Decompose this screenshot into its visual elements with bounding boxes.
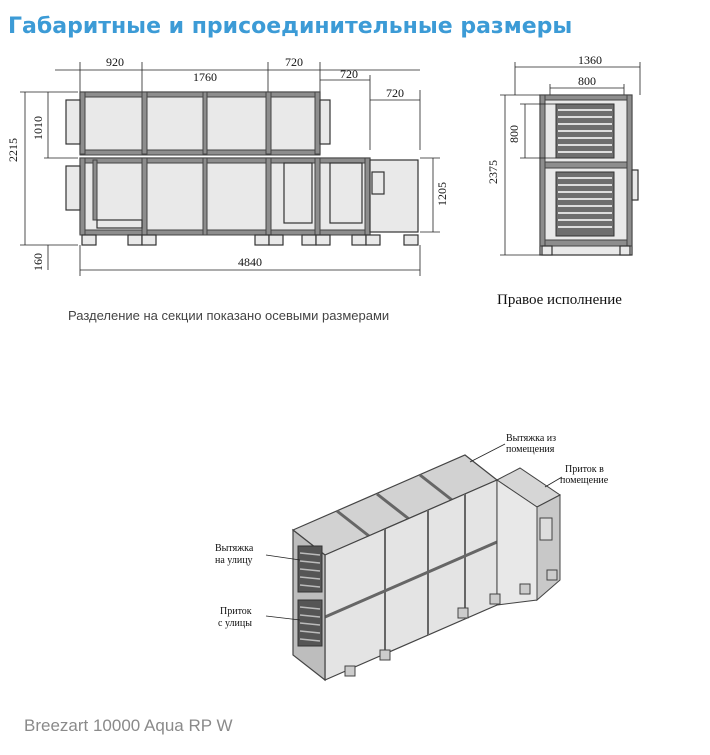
front-view-caption: Разделение на секции показано осевыми размерами <box>68 308 390 323</box>
dim-1760: 1760 <box>193 70 217 84</box>
dim-720-c: 720 <box>386 86 404 100</box>
label-supply-in-line2: с улицы <box>218 618 252 629</box>
label-exhaust-out-line1: Вытяжка <box>215 543 254 554</box>
dim-160: 160 <box>31 253 45 271</box>
front-view <box>6 55 449 276</box>
side-view <box>486 53 640 255</box>
dim-720-b: 720 <box>340 67 358 81</box>
dim-1360: 1360 <box>578 53 602 67</box>
label-exhaust-room-line2: помещения <box>506 444 555 455</box>
label-supply-room-line1: Приток в <box>565 464 604 475</box>
dim-800-w: 800 <box>578 74 596 88</box>
dim-800-h: 800 <box>507 125 521 143</box>
dim-1010: 1010 <box>31 116 45 140</box>
label-exhaust-room-line1: Вытяжка из <box>506 433 557 444</box>
dim-1205: 1205 <box>435 182 449 206</box>
dim-920: 920 <box>106 55 124 69</box>
dim-720-a: 720 <box>285 55 303 69</box>
dim-2215: 2215 <box>6 138 20 162</box>
side-view-label: Правое исполнение <box>497 292 622 308</box>
isometric-view <box>215 433 609 680</box>
louver-top <box>556 104 614 158</box>
label-supply-in-line1: Приток <box>220 606 252 617</box>
page-title: Габаритные и присоединительные размеры <box>8 14 573 39</box>
label-exhaust-out-line2: на улицу <box>215 555 253 566</box>
dim-4840: 4840 <box>238 255 262 269</box>
dim-2375: 2375 <box>486 160 500 184</box>
louver-bottom <box>556 172 614 236</box>
model-name: Breezart 10000 Aqua RP W <box>24 716 233 735</box>
label-supply-room-line2: помещение <box>560 475 609 486</box>
